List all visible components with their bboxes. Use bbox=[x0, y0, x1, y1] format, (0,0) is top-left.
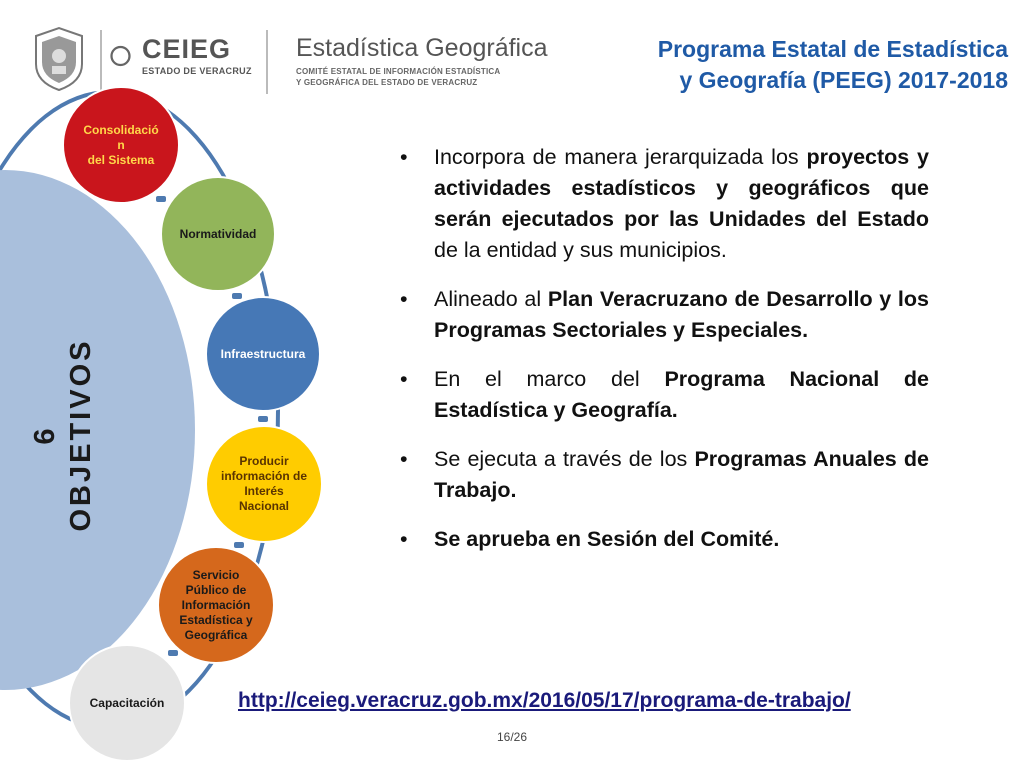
title-line1: Programa Estatal de Estadística bbox=[657, 36, 1008, 62]
node-text: del Sistema bbox=[87, 152, 155, 167]
bullet-item bbox=[398, 284, 929, 346]
ceieg-logo-icon bbox=[110, 34, 140, 78]
bullet-text: En el marco del bbox=[434, 367, 665, 391]
title-line2: y Geografía (PEEG) 2017-2018 bbox=[679, 67, 1008, 93]
bullet-item bbox=[398, 524, 929, 555]
estadistica-geografica-title: Estadística Geográfica bbox=[296, 34, 548, 62]
estadistica-subtitle bbox=[296, 66, 500, 88]
objective-node-consolidacion bbox=[62, 86, 180, 204]
node-text: Información bbox=[181, 597, 251, 612]
node-text: n bbox=[117, 137, 125, 152]
node-text: Capacitación bbox=[89, 695, 165, 710]
ceieg-subtitle: ESTADO DE VERACRUZ bbox=[142, 66, 252, 76]
node-text: Estadística y bbox=[179, 612, 253, 627]
bullet-item bbox=[398, 142, 929, 266]
separator-line bbox=[100, 30, 102, 94]
estadistica-subtitle-line2: Y GEOGRÁFICA DEL ESTADO DE VERACRUZ bbox=[296, 78, 478, 87]
node-text: Producir bbox=[239, 454, 289, 468]
connector bbox=[232, 293, 242, 299]
bullet-text: Alineado al bbox=[434, 287, 548, 311]
bullet-bold-text: Se aprueba en Sesión del Comité. bbox=[434, 527, 780, 551]
node-text: Consolidació bbox=[83, 122, 159, 137]
objective-node-normatividad bbox=[160, 176, 276, 292]
node-text: Público de bbox=[185, 582, 247, 597]
node-text: Normatividad bbox=[179, 226, 257, 241]
bullet-bold-text: proyectos y actividades estadísticos y geográficos que serán ejecutados por las Unidades del Estado bbox=[434, 145, 930, 231]
programa-de-trabajo-link[interactable]: http://ceieg.veracruz.gob.mx/2016/05/17/programa-de-trabajo/ bbox=[238, 689, 851, 712]
bullet-text: Incorpora de manera jerarquizada los bbox=[434, 145, 807, 169]
node-text: Nacional bbox=[238, 499, 289, 513]
node-text: Interés bbox=[244, 484, 284, 498]
node-text: Servicio bbox=[192, 567, 240, 582]
bullet-bold-text: Programas Anuales de Trabajo. bbox=[434, 447, 929, 502]
objectives-word: OBJETIVOS bbox=[65, 338, 97, 532]
bullet-text: de la entidad y sus municipios. bbox=[434, 238, 727, 262]
page-title bbox=[658, 34, 1008, 96]
bullet-text: Se ejecuta a través de los bbox=[434, 447, 695, 471]
connector bbox=[168, 650, 178, 656]
objective-node-infraestructura bbox=[205, 296, 321, 412]
bullet-bold-text: Programa Nacional de Estadística y Geografía. bbox=[434, 367, 929, 422]
bullet-item bbox=[398, 444, 929, 506]
connector bbox=[234, 542, 244, 548]
objective-node-servicio-publico bbox=[157, 546, 275, 664]
connector bbox=[258, 416, 268, 422]
bullet-bold-text: Plan Veracruzano de Desarrollo y los Programas Sectoriales y Especiales. bbox=[434, 287, 929, 342]
connector bbox=[156, 196, 166, 202]
node-text: Infraestructura bbox=[220, 346, 306, 361]
separator-line bbox=[266, 30, 268, 94]
bullet-item bbox=[398, 364, 929, 426]
estadistica-subtitle-line1: COMITÉ ESTATAL DE INFORMACIÓN ESTADÍSTICA bbox=[296, 67, 501, 76]
objective-node-capacitacion bbox=[68, 644, 186, 762]
page-number: 16/26 bbox=[496, 730, 528, 744]
objectives-label bbox=[0, 320, 128, 550]
node-text: Geográfica bbox=[184, 627, 248, 642]
objectives-count: 6 bbox=[29, 425, 61, 445]
node-text: información de bbox=[220, 469, 307, 483]
objective-node-producir-informacion bbox=[205, 425, 323, 543]
bullet-list bbox=[398, 142, 929, 573]
veracruz-shield-logo bbox=[30, 26, 88, 92]
ceieg-title: CEIEG bbox=[142, 34, 232, 64]
